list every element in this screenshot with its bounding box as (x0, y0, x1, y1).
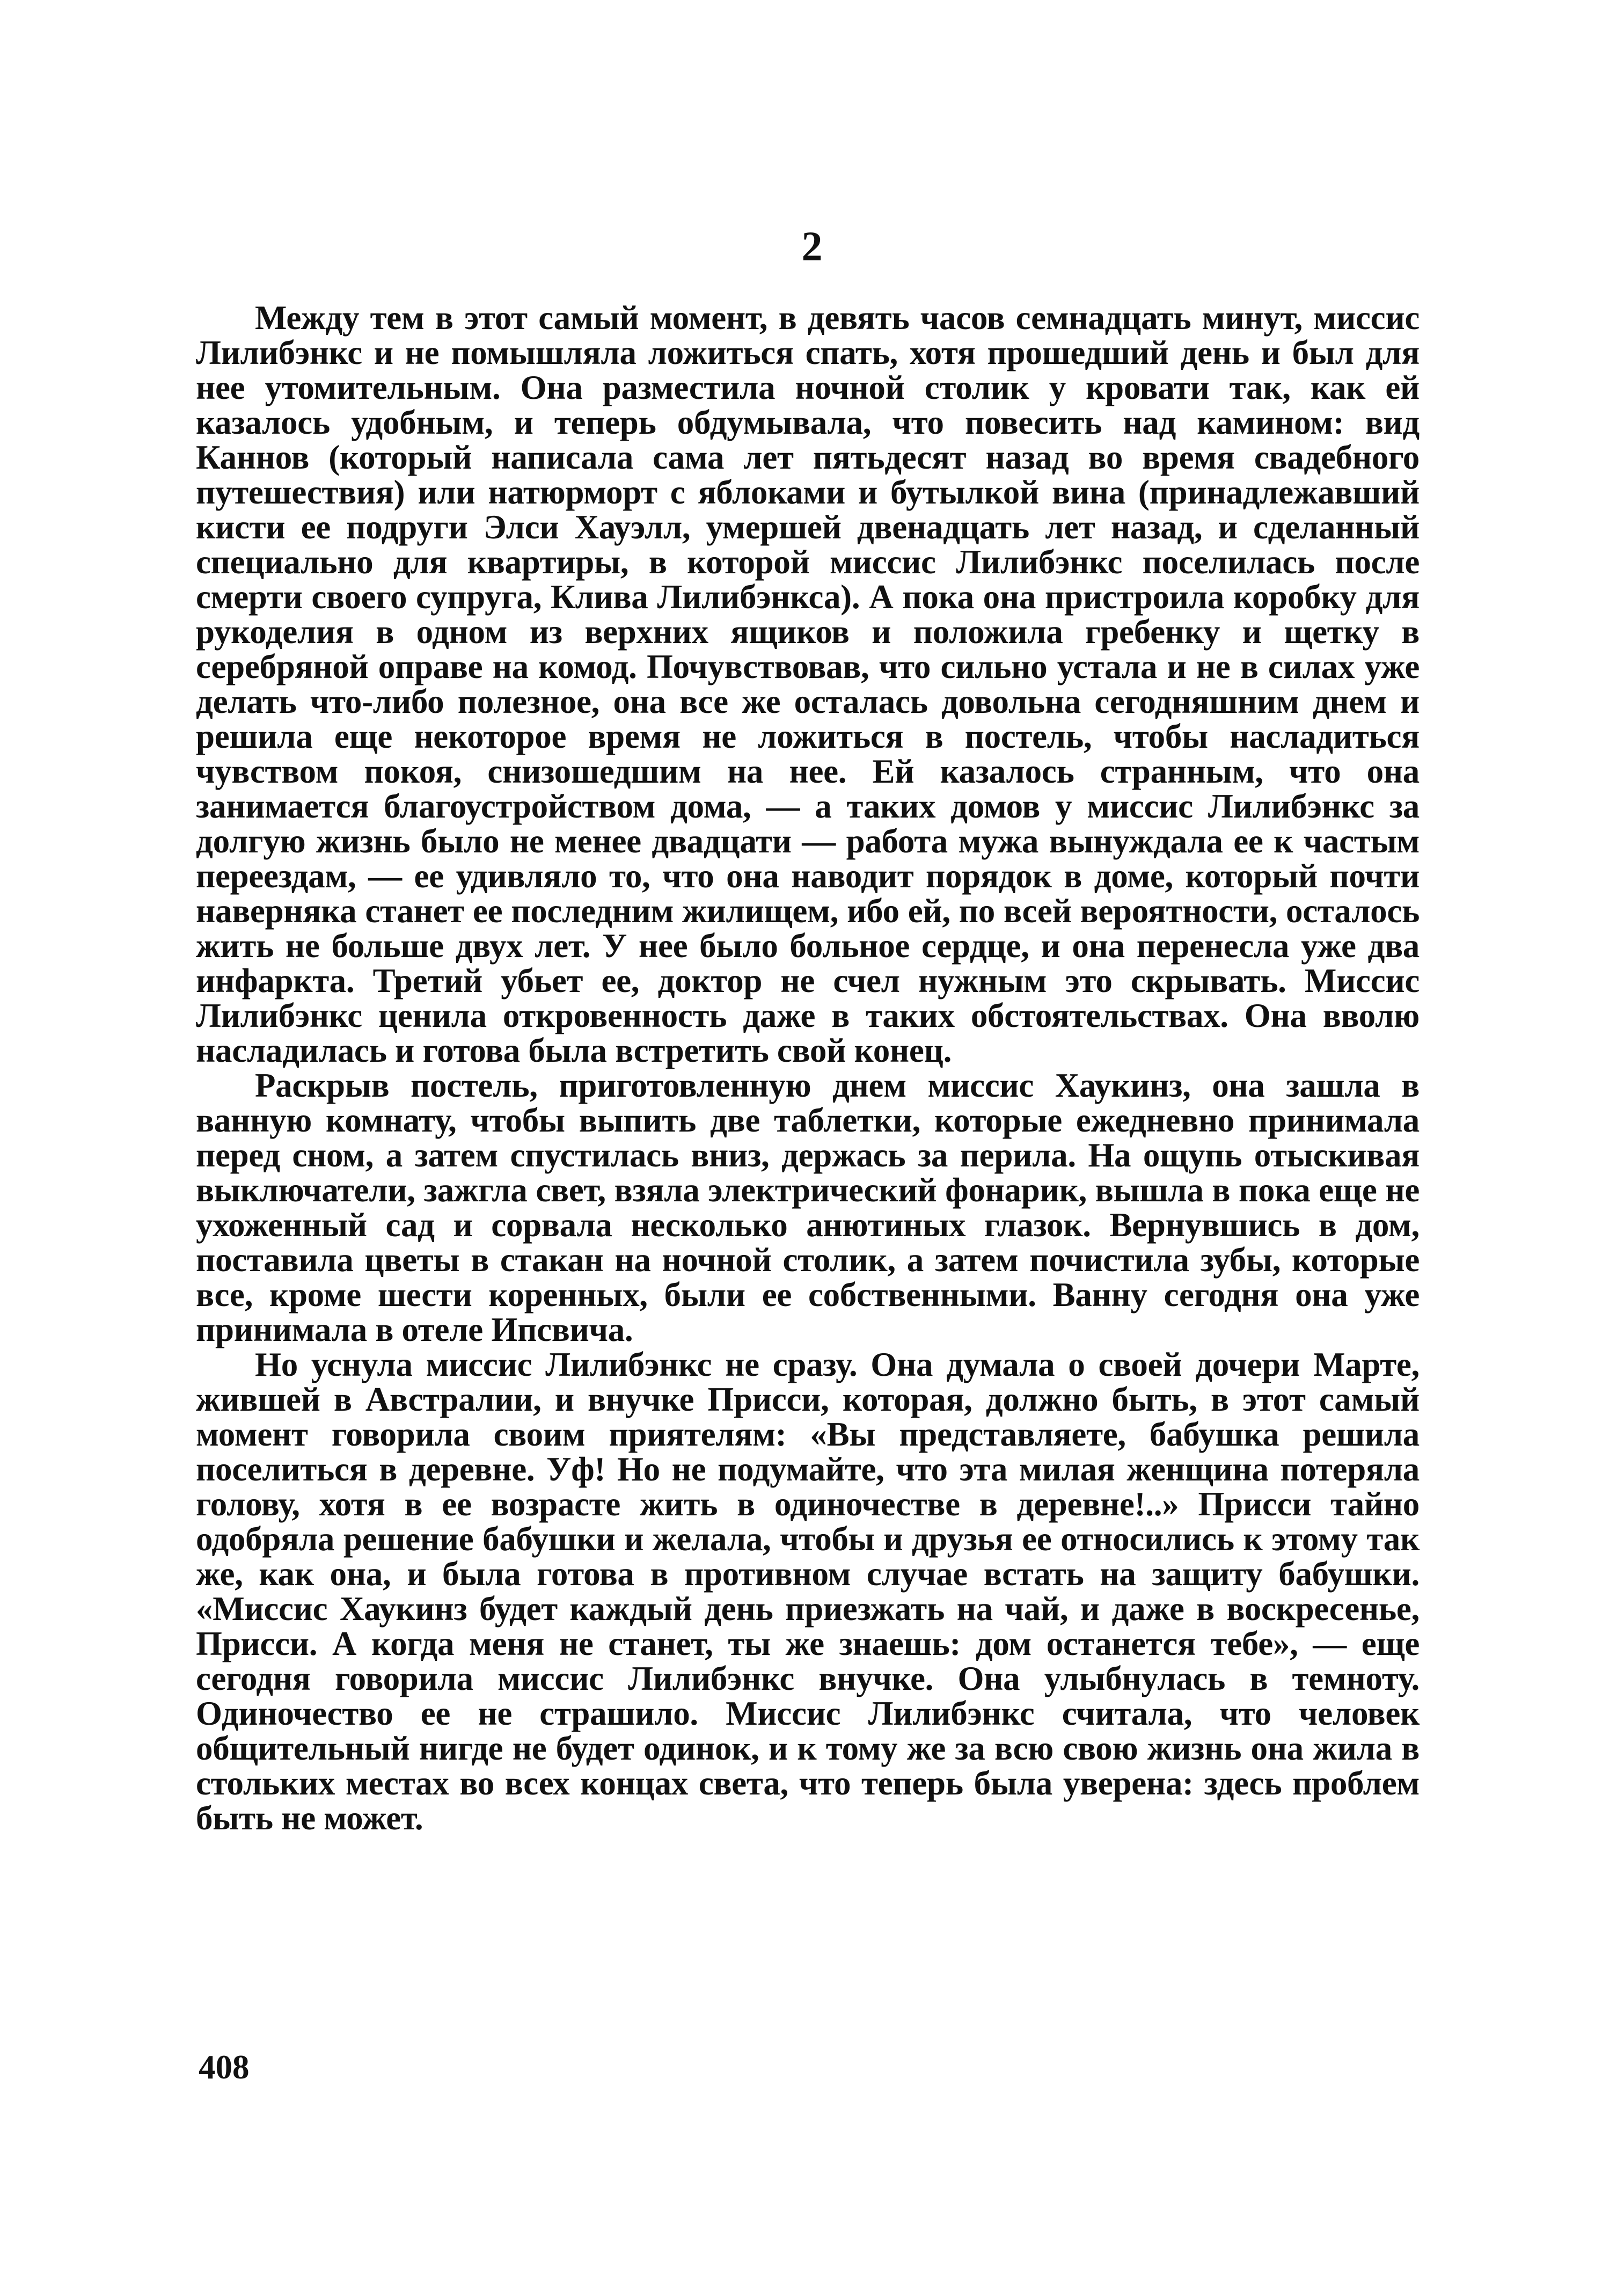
chapter-number: 2 (801, 223, 823, 269)
body-text (196, 301, 1420, 1836)
paragraph-2: Раскрыв постель, приготовленную днем миссис Хаукинз, она зашла в ванную комнату, чтобы выпить две таблетки, которые ежедневно принимала перед сном, а затем спустилась вниз, держась за перила. На ощупь отыскивая выключатели, зажгла свет, взяла электрический фонарик, вышла в пока еще не ухоженный сад и сорвала несколько анютиных глазок. Вернувшись в дом, поставила цветы в стакан на ночной столик, а затем почистила зубы, которые все, кроме шести коренных, были ее собственными. Ванну сегодня она уже принимала в отеле Ипсвича. (196, 1067, 1420, 1348)
paragraph-3: Но уснула миссис Лилибэнкс не сразу. Она думала о своей дочери Марте, жившей в Австралии, и внучке Присси, которая, должно быть, в этот самый момент говорила своим приятелям: «Вы представляете, бабушка решила поселиться в деревне. Уф! Но не подумайте, что эта милая женщина потеряла голову, хотя в ее возрасте жить в одиночестве в деревне!..» Присси тайно одобряла решение бабушки и желала, чтобы и друзья ее относились к этому так же, как она, и была готова в противном случае встать на защиту бабушки. «Миссис Хаукинз будет каждый день приезжать на чай, и даже в воскресенье, Присси. А когда меня не станет, ты же знаешь: дом останется тебе», — еще сегодня говорила миссис Лилибэнкс внучке. Она улыбнулась в темноту. Одиночество ее не страшило. Миссис Лилибэнкс считала, что человек общительный нигде не будет одинок, и к тому же за всю свою жизнь она жила в стольких местах во всех концах света, что теперь была уверена: здесь проблем быть не может. (196, 1346, 1420, 1837)
paragraph-1: Между тем в этот самый момент, в девять часов семнадцать минут, миссис Лилибэнкс и не помышляла ложиться спать, хотя прошедший день и был для нее утомительным. Она разместила ночной столик у кровати так, как ей казалось удобным, и теперь обдумывала, что повесить над камином: вид Каннов (который написала сама лет пятьдесят назад во время свадебного путешествия) или натюрморт с яблоками и бутылкой вина (принадлежавший кисти ее подруги Элси Хауэлл, умершей двенадцать лет назад, и сделанный специально для квартиры, в которой миссис Лилибэнкс поселилась после смерти своего супруга, Клива Лилибэнкса). А пока она пристроила коробку для рукоделия в одном из верхних ящиков и положила гребенку и щетку в серебряной оправе на комод. Почувствовав, что сильно устала и не в силах уже делать что-либо полезное, она все же осталась довольна сегодняшним днем и решила еще некоторое время не ложиться в постель, чтобы насладиться чувством покоя, снизошедшим на нее. Ей казалось странным, что она занимается благоустройством дома, — а таких домов у миссис Лилибэнкс за долгую жизнь было не менее двадцати — работа мужа вынуждала ее к частым переездам, — ее удивляло то, что она наводит порядок в доме, который почти наверняка станет ее последним жилищем, ибо ей, по всей вероятности, осталось жить не больше двух лет. У нее было больное сердце, и она перенесла уже два инфаркта. Третий убьет ее, доктор не счел нужным это скрывать. Миссис Лилибэнкс ценила откровенность даже в таких обстоятельствах. Она вволю насладилась и готова была встретить свой конец. (196, 299, 1420, 1069)
page-number: 408 (199, 2048, 250, 2086)
